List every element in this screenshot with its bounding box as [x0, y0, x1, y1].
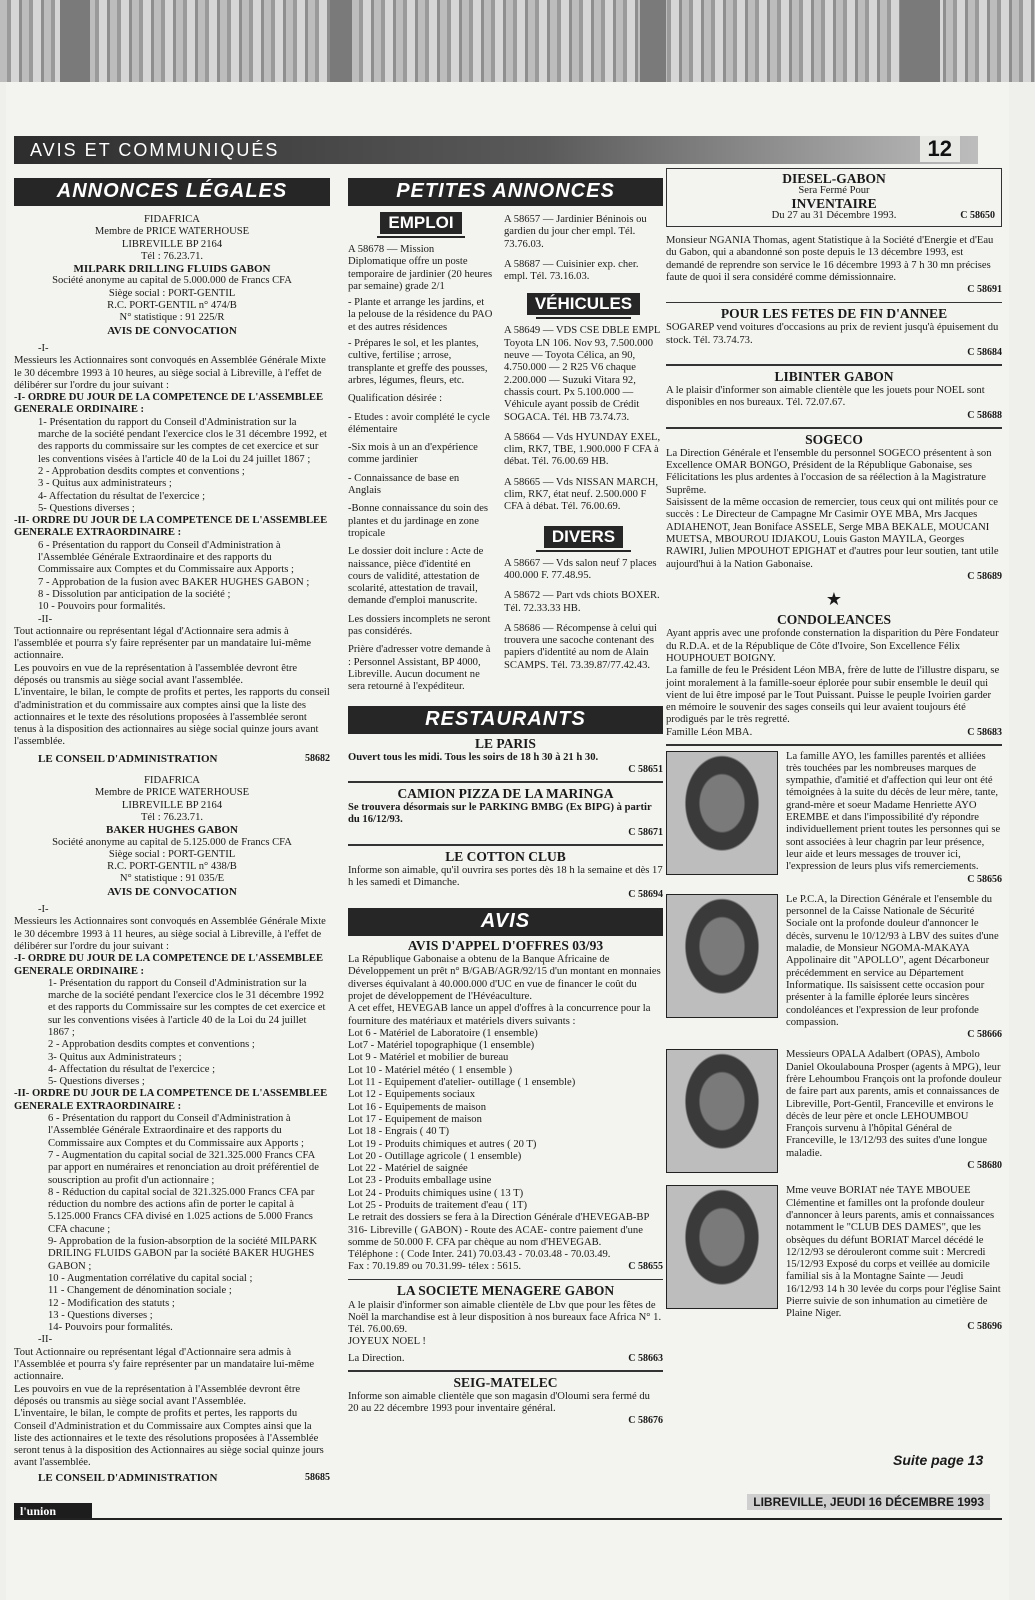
obituary: Mme veuve BORIAT née TAYE MBOUEE Clémentine et familles ont la profonde douleur d'annoncer à leurs parents, amis et connaissances notamment le "CLUB DES DAMES", que les obsèques du défunt BORIAT Marcel décédé le 12/12/93 se dérouleront comme suit : Mercredi 15/12/93 Exposé du corps et veillée au domicile familial sis à la Montagne Sainte — Jeudi 16/12/93 14 h 30 levée du corps pour l'église Saint Pierre suivie de son inhumation au cimetière de Plaine Niger. C 58696	[666, 1185, 1002, 1333]
portrait-photo	[666, 894, 778, 1018]
notice-title: AVIS DE CONVOCATION	[107, 324, 237, 337]
portrait-photo	[666, 1185, 778, 1309]
classifieds-right	[504, 210, 663, 694]
page-number: 12	[920, 136, 960, 162]
notice-title: AVIS DE CONVOCATION	[107, 885, 237, 898]
heading-divers: DIVERS	[544, 526, 623, 548]
agenda-heading: -II- ORDRE DU JOUR DE LA COMPETENCE DE L'ASSEMBLEE GENERALE EXTRAORDINAIRE :	[14, 1088, 328, 1112]
divider	[348, 1370, 663, 1372]
signature-line: LE CONSEIL D'ADMINISTRATION 58682	[38, 752, 330, 765]
lot-list: Lot 6 - Matériel de Laboratoire (1 ensemble) Lot7 - Matériel topographique (1 ensemble) Lot 9 - Matériel et mobilier de bureau Lot 10 - Matériel météo ( 1 ensemble ) Lot 11 - Equipement d'atelier- outillage ( 1 ensemble) Lot 12 - Equipements sociaux Lot 16 - Equipements de maison Lot 17 - Equipement de maison Lot 18 - Engrais ( 40 T) Lot 19 - Produits chimiques et autres ( 20 T) Lot 20 - Outillage agricole ( 1 ensemble) Lot 22 - Matériel de saignée Lot 23 - Produits emballage usine Lot 24 - Produits chimiques usine ( 13 T) Lot 25 - Produits de traitement d'eau ( 1T)	[348, 1027, 576, 1211]
divider	[666, 427, 1002, 429]
restaurant-name: LE PARIS	[475, 735, 536, 751]
notice-intro: Messieurs les Actionnaires sont convoqués en Assemblée Générale Mixte le 30 décembre 1993 à 10 heures, au siège social à Libreville, à l'effet de délibérer sur l'ordre du jour suivant :	[14, 355, 326, 391]
classified-ad: A 58686 — Récompense à celui qui trouvera une sacoche contenant des papiers d'identité au nom de Alain SCAMPS. Tél. 73.39.87/77.42.43.	[504, 622, 657, 671]
notice-ngania: Monsieur NGANIA Thomas, agent Statistique à la Société d'Energie et d'Eau du Gabon, qui a abandonné son poste depuis le 13 décembre 1993, est demandé de reprendre son service le 16 décembre 1993 à 7 h 30 mn précises faute de quoi il sera considéré comme démissionnaire. C 58691	[666, 235, 1002, 296]
notice-condoleances: CONDOLEANCES Ayant appris avec une profonde consternation la disparition du Père Fondateur du R.D.A. et de la République de Côte d'Ivoire, Son Excellence Félix HOUPHOUET BOIGNY. La famille de feu le Président Léon MBA, frère de lutte de l'illustre disparu, se joint moralement à la famille-soeur éplorée pour subir ensemble le deuil qui vient de lui être imposé par le Tout Puissant. Puisse le peuple Ivoirien garder en mémoire le souvenir des sages conseils qui leur avaient toujours été prodigués par le très regretté. Famille Léon MBA. C 58683	[666, 612, 1002, 738]
obituary: Le P.C.A, la Direction Générale et l'ensemble du personnel de la Caisse Nationale de Sécurité Sociale ont la profonde douleur d'annoncer le décès, survenu le 10/12/93 à LBV des suites d'une maladie, de Monsieur NGOMA-MAKAYA Appolinaire dit "APOLLO", agent Décarboneur précédemment en service au Département Informatique. Ils saisissent cette occasion pour présenter à la famille éplorée leurs sincères condoléances et l'expression de leur profonde compassion. C 58666	[666, 894, 1002, 1042]
divider	[348, 781, 663, 783]
classified-ad: A 58687 — Cuisinier exp. cher. empl. Tél. 73.16.03.	[504, 258, 639, 283]
restaurant-name: CAMION PIZZA DE LA MARINGA	[397, 785, 614, 801]
agenda-heading: -II- ORDRE DU JOUR DE LA COMPETENCE DE L'ASSEMBLEE GENERALE EXTRAORDINAIRE :	[14, 515, 328, 539]
notice-fetes: POUR LES FETES DE FIN D'ANNEE SOGAREP vend voitures d'occasions au prix de revient jusqu'à épuisement du stock. Tél. 73.74.73. C 58684	[666, 306, 1002, 359]
restaurant-list: LE PARIS Ouvert tous les midi. Tous les soirs de 18 h 30 à 21 h 30. C 58651 CAMION PIZZA DE LA MARINGA Se trouvera désormais sur le PARKING BMBG (Ex BIPG) à partir du 16/12/93. C 58671 LE COTTON CLUB Informe son aimable, qu'il ouvrira ses portes dès 18 h la semaine et dès 17 h les samedi et Dimanche. C 58694	[348, 735, 663, 901]
obituary: Messieurs OPALA Adalbert (OPAS), Ambolo Daniel Okoulabouna Prosper (agents à MPG), leur frère Lehoumbou François ont la profonde douleur de faire part aux parents, amis et connaissances de Libreville, Port-Gentil, Franceville et environs le décès de leur père et oncle LEHOUMBOU François survenu à l'hôpital Général de Franceville, le 13/12/93 des suites d'une longue maladie. C 58680	[666, 1049, 1002, 1177]
agenda-heading: -I- ORDRE DU JOUR DE LA COMPETENCE DE L'ASSEMBLEE GENERALE ORDINAIRE :	[14, 953, 324, 977]
classified-ad: A 58664 — Vds HYUNDAY EXEL, clim, RK7, TBE, 1.900.000 F CFA à débat. Tél. 76.00.69 HB.	[504, 431, 661, 468]
agenda-list: 6 - Présentation du rapport du Conseil d'Administration à l'Assemblée Générale Extraordinaire et des rapports du Commissaire aux Comptes et du Commissaire aux Apports ; 7 - Augmentation du capital social de 321.325.000 Francs CFA par apport en numéraires et renonciation au droit préférentiel de souscription au profit d'un actionnaire ; 8 - Réduction du capital social de 321.325.000 Francs CFA par réduction du nombre des actions afin de porter le capital à 5.125.000 Francs CFA divisé en 1.025 actions de 5.000 Francs CFA chacune ; 9- Approbation de la fusion-absorption de la société MILPARK DRILING FLUIDS GABON par la société BAKER HUGHES GABON ; 10 - Augmentation corrélative du capital social ; 11 - Changement de dénomination sociale ; 12 - Modification des statuts ; 13 - Questions diverses ; 14- Pouvoirs pour formalités.	[48, 1113, 319, 1334]
star-separator: ★	[825, 589, 843, 610]
classified-ad: A 58672 — Part vds chiots BOXER. Tél. 72.33.33 HB.	[504, 590, 660, 614]
classifieds-grid	[348, 210, 663, 694]
company-name: MILPARK DRILLING FLUIDS GABON	[73, 263, 271, 276]
section-title: AVIS ET COMMUNIQUÉS	[30, 140, 280, 160]
divider	[666, 302, 1002, 304]
banner-petites-annonces: PETITES ANNONCES	[348, 178, 663, 206]
notice-libinter: LIBINTER GABON A le plaisir d'informer son aimable clientèle que les jouets pour NOEL sont disponibles en nos bureaux. Tél. 72.07.67. C 58688	[666, 368, 1002, 421]
divider	[348, 1279, 663, 1281]
firm-address: FIDAFRICA Membre de PRICE WATERHOUSE LIBREVILLE BP 2164 Tél : 76.23.71.	[94, 214, 250, 262]
newspaper-name: l'union	[14, 1503, 92, 1520]
firm-address: FIDAFRICA Membre de PRICE WATERHOUSE LIBREVILLE BP 2164 Tél : 76.23.71.	[94, 775, 250, 823]
classified-ad: A 58665 — Vds NISSAN MARCH, clim, RK7, état neuf. 2.500.000 F CFA à débat. Tél. 76.00.69.	[504, 476, 659, 513]
restaurant-name: LE COTTON CLUB	[445, 848, 566, 864]
notice-diesel-gabon: DIESEL-GABON Sera Fermé Pour INVENTAIRE Du 27 au 31 Décembre 1993. C 58650	[666, 168, 1002, 227]
column-annonces-legales	[14, 178, 330, 1484]
classified-ad: A 58678 — Mission Diplomatique offre un poste temporaire de jardinier (20 heures par semaine) grade 2/1	[348, 244, 493, 292]
divider	[666, 364, 1002, 366]
agenda-heading: -I- ORDRE DU JOUR DE LA COMPETENCE DE L'ASSEMBLEE GENERALE ORDINAIRE :	[14, 392, 324, 416]
obituary: La famille AYO, les familles parentés et alliées très touchées par les nombreuses marques de sympathie, d'amitié et d'affection qui leur ont été témoignées à la suite du décès de leur mère, tante, grand-mère et soeur Madame Henriette AYO EREMBE et dans l'impossibilité d'y répondre individuellement prient toutes les personnes qui se sont associées à leur chagrin par leur présence, leur aide et leurs messages de trouver ici, l'expression de leurs plus vifs remerciements. C 58656	[666, 751, 1002, 886]
banner-restaurants: RESTAURANTS	[348, 706, 663, 734]
heading-vehicules: VÉHICULES	[527, 293, 640, 315]
classified-ad: A 58667 — Vds salon neuf 7 places 400.000 F. 77.48.95.	[504, 557, 657, 581]
background-wall	[0, 0, 1035, 82]
avis-appel-offres: AVIS D'APPEL D'OFFRES 03/93 La République Gabonaise a obtenu de la Banque Africaine de Développement un prêt n° B/GAB/AGR/92/15 d'un montant en monnaies diverses équivalant à 40.000.000 d'UC en vue de financer le coût du projet de développement de l'Hévéaculture. A cet effet, HEVEGAB lance un appel d'offres à la concurrence pour la fourniture des matériaux et matériels divers suivants : Lot 6 - Matériel de Laboratoire (1 ensemble) Lot7 - Matériel topographique (1 ensemble) Lot 9 - Matériel et mobilier de bureau Lot 10 - Matériel météo ( 1 ensemble ) Lot 11 - Equipement d'atelier- outillage ( 1 ensemble) Lot 12 - Equipements sociaux Lot 16 - Equipements de maison Lot 17 - Equipement de maison Lot 18 - Engrais ( 40 T) Lot 19 - Produits chimiques et autres ( 20 T) Lot 20 - Outillage agricole ( 1 ensemble) Lot 22 - Matériel de saignée Lot 23 - Produits emballage usine Lot 24 - Produits chimiques usine ( 13 T) Lot 25 - Produits de traitement d'eau ( 1T) Le retrait des dossiers se fera à la Direction Générale d'HEVEGAB-BP 316- Libreville ( GABON) - Route des ACAE- contre paiement d'une somme de 50.000 F. CFA par chèque au nom d'HEVEGAB. Téléphone : ( Code Inter. 241) 70.03.43 - 70.03.48 - 70.03.49. Fax : 70.19.89 ou 70.31.99- télex : 5615. C 58655 LA SOCIETE MENAGERE GABON A le plaisir d'informer son aimable clientèle de Lbv que pour les fêtes de Noël la marchandise est à leur disposition à nos bureaux face Africa N° 1. Tél. 76.00.69. JOYEUX NOEL ! La Direction. C 58663 SEIG-MATELEC Informe son aimable clientèle que son magasin d'Oloumi sera fermé du 20 au 22 décembre 1993 pour inventaire général. C 58676	[348, 937, 663, 1427]
agenda-list: 1- Présentation du rapport du Conseil d'Administration sur la marche de la société pendant l'exercice clos le 31 décembre 1992 et des rapports du Commissaire sur les comptes de cet exercice et sur les conventions visées à l'article 40 de la Loi du 24 juillet 1867 ; 2 - Approbation desdits comptes et conventions ; 3- Quitus aux Administrateurs ; 4- Affectation du résultat de l'exercice ; 5- Questions diverses ;	[48, 977, 326, 1088]
banner-annonces-legales: ANNONCES LÉGALES	[14, 178, 330, 206]
banner-avis: AVIS	[348, 908, 663, 936]
company-info: Société anonyme au capital de 5.000.000 de Francs CFA Siège social : PORT-GENTIL R.C. PORT-GENTIL n° 474/B N° statistique : 91 225/R	[52, 275, 292, 324]
notice-sogeco: SOGECO La Direction Générale et l'ensemble du personnel SOGECO présentent à son Excellence OMAR BONGO, Président de la République Gabonaise, ses Félicitations les plus ardentes à l'occasion de sa réélection à la Magistrature Suprême. Saisissent de la même occasion de remercier, tous ceux qui ont milités pour ce succès : Le Directeur de Campagne Mr Casimir OYE MBA, Mrs Jacques ADIAHENOT, Jean Boniface ASSELE, Serge MBA BEKALE, MOUCANI MUETSA, MBOUROU IDJAKOU, Louis Gaston MAYILA, Georges RAWIRI, Julien MPOUHOT EPIGHAT et d'autres pour leur soutien, tant utile aujourd'hui à la Nation Gabonaise. C 58689	[666, 431, 1002, 582]
notice-milpark: FIDAFRICA Membre de PRICE WATERHOUSE LIBREVILLE BP 2164 Tél : 76.23.71. MILPARK DRILLING FLUIDS GABON Société anonyme au capital de 5.000.000 de Francs CFA Siège social : PORT-GENTIL R.C. PORT-GENTIL n° 474/B N° statistique : 91 225/R AVIS DE CONVOCATION -I- Messieurs les Actionnaires sont convoqués en Assemblée Générale Mixte le 30 décembre 1993 à 10 heures, au siège social à Libreville, à l'effet de délibérer sur l'ordre du jour suivant : -I- ORDRE DU JOUR DE LA COMPETENCE DE L'ASSEMBLEE GENERALE ORDINAIRE : 1- Présentation du rapport du Conseil d'Administration sur la marche de la société pendant l'exercice clos le 31 décembre 1992, et des rapports du commissaire sur les comptes de cet exercice et sur les conventions visées à l'article 40 de la Loi du 24 juillet 1867 ; 2 - Approbation desdits comptes et conventions ; 3 - Quitus aux administrateurs ; 4- Affectation du résultat de l'exercice ; 5- Questions diverses ; -II- ORDRE DU JOUR DE LA COMPETENCE DE L'ASSEMBLEE GENERALE EXTRAORDINAIRE : 6 - Présentation du rapport du Conseil d'Administration à l'Assemblée Générale Extraordinaire et des rapports du Commissaire aux Comptes et du Commissaire aux Apports ; 7 - Approbation de la fusion avec BAKER HUGHES GABON ; 8 - Dissolution par anticipation de la société ; 10 - Pouvoirs pour formalités. -II- Tout actionnaire ou représentant légal d'Actionnaire sera admis à l'assemblée et pourra s'y faire représenter par un mandataire lui-même actionnaire. Les pouvoirs en vue de la représentation à l'assemblée devront être déposés ou transmis au siège social avant l'assemblée. L'inventaire, le bilan, le compte de profits et pertes, les rapports du conseil d'administration et du commissaire aux comptes ainsi que la liste des actionnaires et le texte des résolutions proposées à l'assemblée seront tenus à la disposition des actionnaires au siège social quinze jours avant l'assemblée. LE CONSEIL D'ADMINISTRATION 58682	[14, 214, 330, 765]
agenda-list: 1- Présentation du rapport du Conseil d'Administration sur la marche de la société pendant l'exercice clos le 31 décembre 1992, et des rapports du commissaire sur les comptes de cet exercice et sur les conventions visées à l'article 40 de la Loi du 24 juillet 1867 ; 2 - Approbation desdits comptes et conventions ; 3 - Quitus aux administrateurs ; 4- Affectation du résultat de l'exercice ; 5- Questions diverses ;	[38, 416, 327, 514]
divider	[348, 844, 663, 846]
column-petites-annonces	[348, 178, 663, 1428]
company-name: BAKER HUGHES GABON	[105, 824, 239, 837]
company-info: Société anonyme au capital de 5.125.000 de Francs CFA Siège social : PORT-GENTIL R.C. PORT-GENTIL n° 438/B N° statistique : 91 035/E	[52, 836, 292, 885]
classified-ad: A 58657 — Jardinier Béninois ou gardien du jour cher empl. Tél. 73.76.03.	[504, 214, 647, 250]
section-header	[14, 136, 978, 164]
column-communiques	[666, 168, 1002, 1341]
page-footer	[14, 1495, 1002, 1520]
portrait-photo	[666, 1049, 778, 1173]
signature-line: LE CONSEIL D'ADMINISTRATION 58685	[38, 1471, 330, 1484]
dateline: LIBREVILLE, JEUDI 16 DÉCEMBRE 1993	[747, 1494, 990, 1510]
continued-on-page: Suite page 13	[893, 1452, 984, 1468]
portrait-photo	[666, 751, 778, 875]
notice-intro: Messieurs les Actionnaires sont convoqués en Assemblée Générale Mixte le 30 décembre 1993 à 11 heures, au siège social à Libreville, à l'effet de délibérer sur l'ordre du jour suivant :	[14, 916, 326, 952]
divider	[666, 744, 1002, 746]
heading-emploi: EMPLOI	[380, 212, 461, 234]
classified-ad: A 58649 — VDS CSE DBLE EMPL Toyota LN 106. Nov 93, 7.500.000 neuve — Toyota Célica, an 90, 4.750.000 — 2 R25 V6 chaque 2.200.000 — Suzuki Vitara 92, chassis court. Px 5.100.000 — Véhicule ayant possib de Crédit SOGACA. Tél. HB 73.74.73.	[504, 325, 660, 423]
footer-rule	[14, 1518, 1002, 1520]
agenda-list: 6 - Présentation du rapport du Conseil d'Administration à l'Assemblée Générale Extraordinaire et des rapports du Commissaire aux Comptes et du Commissaire aux Apports ; 7 - Approbation de la fusion avec BAKER HUGHES GABON ; 8 - Dissolution par anticipation de la société ; 10 - Pouvoirs pour formalités.	[38, 539, 310, 613]
classifieds-left: EMPLOI A 58678 — Mission Diplomatique offre un poste temporaire de jardinier (20 heures par semaine) grade 2/1 - Plante et arrange les jardins, et la pelouse de la résidence du PAO et des autres résidences - Prépares le sol, et les plantes, cultive, fertilise ; arrose, transplante et greffe des pousses, arbres, légumes, fleurs, etc. Qualification désirée : - Etudes : avoir complété le cycle élémentaire -Six mois à un an d'expérience comme jardinier - Connaissance de base en Anglais -Bonne connaissance du soin des plantes et du jardinage en zone tropicale Le dossier doit inclure : Acte de naissance, pièce d'identité en cours de validité, attestation de scolarité, attestation de travail, demande d'emploi manuscrite. Les dossiers incomplets ne seront pas considérés. Prière d'adresser votre demande à : Personnel Assistant, BP 4000, Libreville. Aucun document ne sera retourné à l'expéditeur.	[348, 213, 493, 693]
notice-baker-hughes: FIDAFRICA Membre de PRICE WATERHOUSE LIBREVILLE BP 2164 Tél : 76.23.71. BAKER HUGHES GABON Société anonyme au capital de 5.125.000 de Francs CFA Siège social : PORT-GENTIL R.C. PORT-GENTIL n° 438/B N° statistique : 91 035/E AVIS DE CONVOCATION -I- Messieurs les Actionnaires sont convoqués en Assemblée Générale Mixte le 30 décembre 1993 à 11 heures, au siège social à Libreville, à l'effet de délibérer sur l'ordre du jour suivant : -I- ORDRE DU JOUR DE LA COMPETENCE DE L'ASSEMBLEE GENERALE ORDINAIRE : 1- Présentation du rapport du Conseil d'Administration sur la marche de la société pendant l'exercice clos le 31 décembre 1992 et des rapports du Commissaire sur les comptes de cet exercice et sur les conventions visées à l'article 40 de la Loi du 24 juillet 1867 ; 2 - Approbation desdits comptes et conventions ; 3- Quitus aux Administrateurs ; 4- Affectation du résultat de l'exercice ; 5- Questions diverses ; -II- ORDRE DU JOUR DE LA COMPETENCE DE L'ASSEMBLEE GENERALE EXTRAORDINAIRE : 6 - Présentation du rapport du Conseil d'Administration à l'Assemblée Générale Extraordinaire et des rapports du Commissaire aux Comptes et du Commissaire aux Apports ; 7 - Augmentation du capital social de 321.325.000 Francs CFA par apport en numéraires et renonciation au droit préférentiel de souscription au profit d'un actionnaire ; 8 - Réduction du capital social de 321.325.000 Francs CFA par réduction du nombre des actions afin de porter le capital à 5.125.000 Francs CFA divisé en 1.025 actions de 5.000 Francs CFA chacune ; 9- Approbation de la fusion-absorption de la société MILPARK DRILING FLUIDS GABON par la société BAKER HUGHES GABON ; 10 - Augmentation corrélative du capital social ; 11 - Changement de dénomination sociale ; 12 - Modification des statuts ; 13 - Questions diverses ; 14- Pouvoirs pour formalités. -II- Tout Actionnaire ou représentant légal d'Actionnaire sera admis à l'Assemblée et pourra s'y faire représenter par un mandataire lui-même actionnaire. Les pouvoirs en vue de la représentation à l'Assemblée devront être déposés ou transmis au siège social avant l'Assemblée. L'inventaire, le bilan, le compte de profits et pertes, les rapports du Conseil d'Administration et du Commissaire aux Comptes ainsi que la liste des actionnaires et le texte des résolutions proposées à l'Assemblée seront tenus à la disposition des Actionnaires au siège social quinze jours avant l'assemblée. LE CONSEIL D'ADMINISTRATION 58685	[14, 775, 330, 1484]
